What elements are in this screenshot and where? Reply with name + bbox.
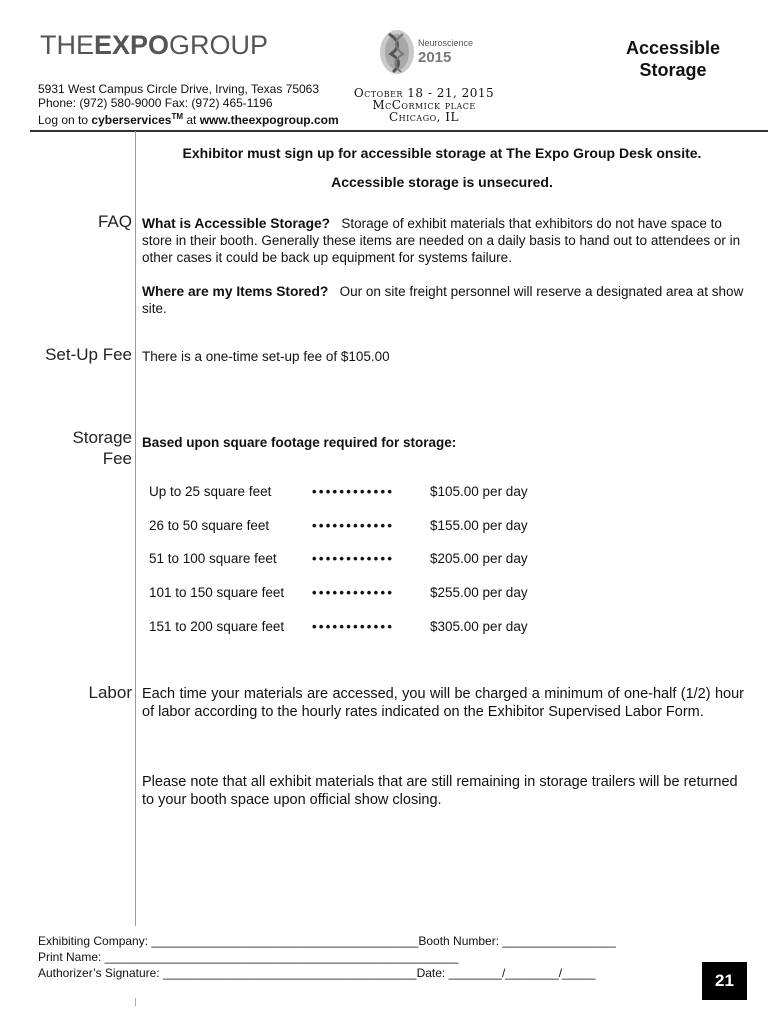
exhibiting-company-field[interactable]: Exhibiting Company: ________________________________________Booth Number: _________________ [38, 934, 616, 948]
rate-leader: •••••••••••• [312, 518, 395, 533]
storage-fee-label: Storage Fee [72, 428, 132, 468]
notice-unsecured: Accessible storage is unsecured. [331, 174, 553, 190]
event-info [340, 87, 508, 123]
rate-price: $205.00 per day [430, 551, 528, 566]
event-city: Chicago, IL [388, 110, 459, 124]
header-divider [30, 130, 768, 132]
signature-date-field[interactable]: Authorizer’s Signature: ______________________________________Date: ________/________/_____ [38, 966, 596, 980]
section-divider [135, 131, 136, 926]
rate-size: 26 to 50 square feet [149, 518, 270, 533]
form-title: Accessible Storage [625, 38, 721, 80]
setup-fee-label: Set-Up Fee [45, 345, 132, 364]
rate-price: $255.00 per day [430, 585, 528, 600]
faq-answer-2: Where are my Items Stored? Our on site freight personnel will reserve a designated area at show site. [142, 284, 744, 316]
labor-text: Each time your materials are accessed, you will be charged a minimum of one-half (1/2) hour of labor according to the hourly rates indicated on the Exhibitor Supervised Labor Form. [142, 686, 744, 720]
page-number: 21 [702, 962, 747, 1000]
event-venue: McCormick place [372, 98, 476, 112]
rate-size: Up to 25 square feet [149, 484, 272, 499]
notice-signup: Exhibitor must sign up for accessible storage at The Expo Group Desk onsite. [182, 145, 702, 161]
rate-leader: •••••••••••• [312, 551, 395, 566]
setup-fee-text: There is a one-time set-up fee of $105.00 [142, 349, 390, 364]
rate-price: $305.00 per day [430, 619, 528, 634]
brain-logo-icon [377, 28, 417, 76]
print-name-field[interactable]: Print Name: _____________________________________________________ [38, 950, 459, 964]
company-address [38, 82, 339, 127]
labor-label: Labor [88, 683, 132, 702]
website-link[interactable]: www.theexpogroup.com [199, 113, 339, 127]
bottom-tick [135, 998, 136, 1006]
rate-size: 51 to 100 square feet [149, 551, 277, 566]
rate-price: $105.00 per day [430, 484, 528, 499]
address-line: 5931 West Campus Circle Drive, Irving, Texas 75063 [38, 82, 320, 96]
rate-leader: •••••••••••• [312, 619, 395, 634]
company-logo [40, 30, 268, 61]
faq-answer-1: What is Accessible Storage? Storage of exhibit materials that exhibitors do not have space to store in their booth. Generally these items are needed on a daily basis to hand out to attendees or in other cases it could be back up equipment for systems failure. [142, 216, 741, 265]
storage-return-note: Please note that all exhibit materials that are still remaining in storage trailers will be returned to your booth space upon official show closing. [142, 774, 738, 808]
event-label: Neuroscience [418, 38, 474, 48]
rate-size: 101 to 150 square feet [149, 585, 285, 600]
rate-size: 151 to 200 square feet [149, 619, 285, 634]
logo-text-expo: EXPO [94, 30, 170, 60]
phone-line: Phone: (972) 580-9000 Fax: (972) 465-1196 [38, 96, 273, 110]
faq-label: FAQ [97, 212, 132, 231]
logo-text-group: GROUP [169, 30, 269, 60]
event-dates: October 18 - 21, 2015 [353, 86, 495, 100]
rate-leader: •••••••••••• [312, 585, 395, 600]
rate-leader: •••••••••••• [312, 484, 395, 499]
logon-line: Log on to cyberservices™ at www.theexpogroup.com [38, 112, 339, 127]
event-year: 2015 [418, 49, 452, 66]
logo-text-the: THE [40, 30, 94, 60]
rate-price: $155.00 per day [430, 518, 528, 533]
storage-fee-heading: Based upon square footage required for storage: [142, 435, 457, 450]
